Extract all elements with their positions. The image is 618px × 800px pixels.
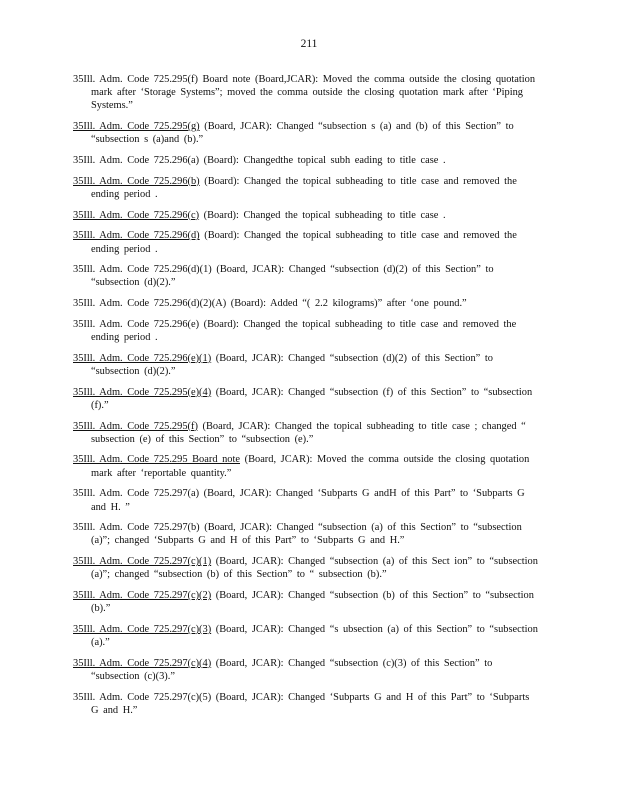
code-citation: 35Ill. Adm. Code 725.297(c)(1) <box>73 556 212 568</box>
amendment-description: (Board, JCAR): Changed “s ubsection (a) of this Section” to “subsection (a).” <box>91 624 538 649</box>
amendment-entry <box>73 420 539 446</box>
amendment-entry <box>73 318 539 344</box>
amendment-description: (Board, JCAR): Changed “subsection (a) of this Section” to “subsection (a)”; changed ‘Subparts G and H of this Part” to ‘Subparts G and H.” <box>91 522 522 547</box>
amendment-entry <box>73 297 539 310</box>
code-citation: 35Ill. Adm. Code 725.295(e)(4) <box>73 386 212 398</box>
amendment-entry <box>73 263 539 289</box>
amendment-description: (Board, JCAR): Changed “subsection (f) of this Section” to “subsection (f).” <box>91 386 533 411</box>
code-citation: 35Ill. Adm. Code 725.297(b) <box>73 522 200 534</box>
code-citation: 35Ill. Adm. Code 725.295(f) <box>73 420 198 432</box>
code-citation: 35Ill. Adm. Code 725.296(d)(1) <box>73 264 212 276</box>
amendment-description: (Board, JCAR): Moved the comma outside the closing quotation mark after ‘reportable quantity.” <box>91 454 530 479</box>
code-citation: 35Ill. Adm. Code 725.297(a) <box>73 488 200 500</box>
code-citation: 35Ill. Adm. Code 725.296(c) <box>73 209 200 221</box>
code-citation: 35Ill. Adm. Code 725.295(f) Board note <box>73 74 251 85</box>
code-citation: 35Ill. Adm. Code 725.295(g) <box>73 121 200 133</box>
code-citation: 35Ill. Adm. Code 725.297(c)(2) <box>73 590 212 602</box>
code-citation: 35Ill. Adm. Code 725.296(d) <box>73 230 200 242</box>
amendment-entry <box>73 453 539 479</box>
amendment-entry <box>73 209 539 222</box>
amendment-entry <box>73 352 539 378</box>
code-citation: 35Ill. Adm. Code 725.296(e) <box>73 318 200 330</box>
amendment-entry <box>73 555 539 581</box>
amendment-description: (Board): Changed the topical subheading to title case . <box>199 209 446 221</box>
amendment-description: (Board): Changedthe topical subh eading to title case . <box>199 155 446 167</box>
page-number: 211 <box>300 38 318 50</box>
amendment-entry <box>73 657 539 683</box>
code-citation: 35Ill. Adm. Code 725.296(d)(2)(A) <box>73 298 227 310</box>
amendment-description: (Board, JCAR): Changed “subsection (a) of this Sect ion” to “subsection (a)”; changed “subsection (b) of this Section” to “ subsection (b).” <box>91 556 538 581</box>
amendment-description: (Board, JCAR): Changed “subsection (b) of this Section” to “subsection (b).” <box>91 590 534 615</box>
amendment-description: (Board, JCAR): Changed ‘Subparts G andH of this Part” to ‘Subparts G and H. ” <box>91 488 525 513</box>
amendment-entry <box>73 120 539 146</box>
amendment-description: (Board, JCAR): Changed “subsection (d)(2) of this Section” to “subsection (d)(2).” <box>91 352 493 377</box>
amendment-entry <box>73 154 539 167</box>
amendment-description: (Board, JCAR): Changed “subsection s (a) and (b) of this Section” to “subsection s (a)and (b).” <box>91 121 514 146</box>
amendment-description: (Board): Changed the topical subheading to title case and removed the ending period . <box>91 230 517 255</box>
code-citation: 35Ill. Adm. Code 725.296(a) <box>73 155 200 167</box>
code-citation: 35Ill. Adm. Code 725.296(b) <box>73 175 200 187</box>
amendment-description: (Board): Added “( 2.2 kilograms)” after ‘one pound.” <box>226 298 467 310</box>
amendment-entry <box>73 386 539 412</box>
amendment-entry <box>73 175 539 201</box>
amendment-entry <box>73 691 539 717</box>
amendment-entry <box>73 229 539 255</box>
amendment-entry <box>73 73 539 113</box>
code-citation: 35Ill. Adm. Code 725.296(e)(1) <box>73 352 212 364</box>
amendment-entry <box>73 589 539 615</box>
code-citation: 35Ill. Adm. Code 725.297(c)(5) <box>73 691 212 703</box>
amendment-entry <box>73 487 539 513</box>
amendment-description: (Board): Changed the topical subheading to title case and removed the ending period . <box>91 175 517 200</box>
amendment-description: (Board, JCAR): Changed the topical subheading to title case ; changed “ subsection (e) of this Section” to “subsection (e).” <box>91 420 526 445</box>
amendment-description: (Board, JCAR): Changed “subsection (d)(2) of this Section” to “subsection (d)(2).” <box>91 264 494 289</box>
amendment-entry <box>73 521 539 547</box>
code-citation: 35Ill. Adm. Code 725.295 Board note <box>73 454 241 466</box>
code-citation: 35Ill. Adm. Code 725.297(c)(3) <box>73 624 212 635</box>
amendment-description: (Board): Changed the topical subheading to title case and removed the ending period . <box>91 318 517 344</box>
code-citation: 35Ill. Adm. Code 725.297(c)(4) <box>73 657 212 669</box>
amendment-description: (Board,JCAR): Moved the comma outside the closing quotation mark after ‘Storage Systems”; moved the comma outside the closing quotation mark after ‘Piping Systems.” <box>91 74 536 112</box>
amendment-description: (Board, JCAR): Changed ‘Subparts G and H of this Part” to ‘Subparts G and H.” <box>91 691 530 717</box>
amendment-description: (Board, JCAR): Changed “subsection (c)(3) of this Section” to “subsection (c)(3).” <box>91 657 493 683</box>
amendment-entry <box>73 623 539 649</box>
amendment-entries-list <box>73 73 539 725</box>
